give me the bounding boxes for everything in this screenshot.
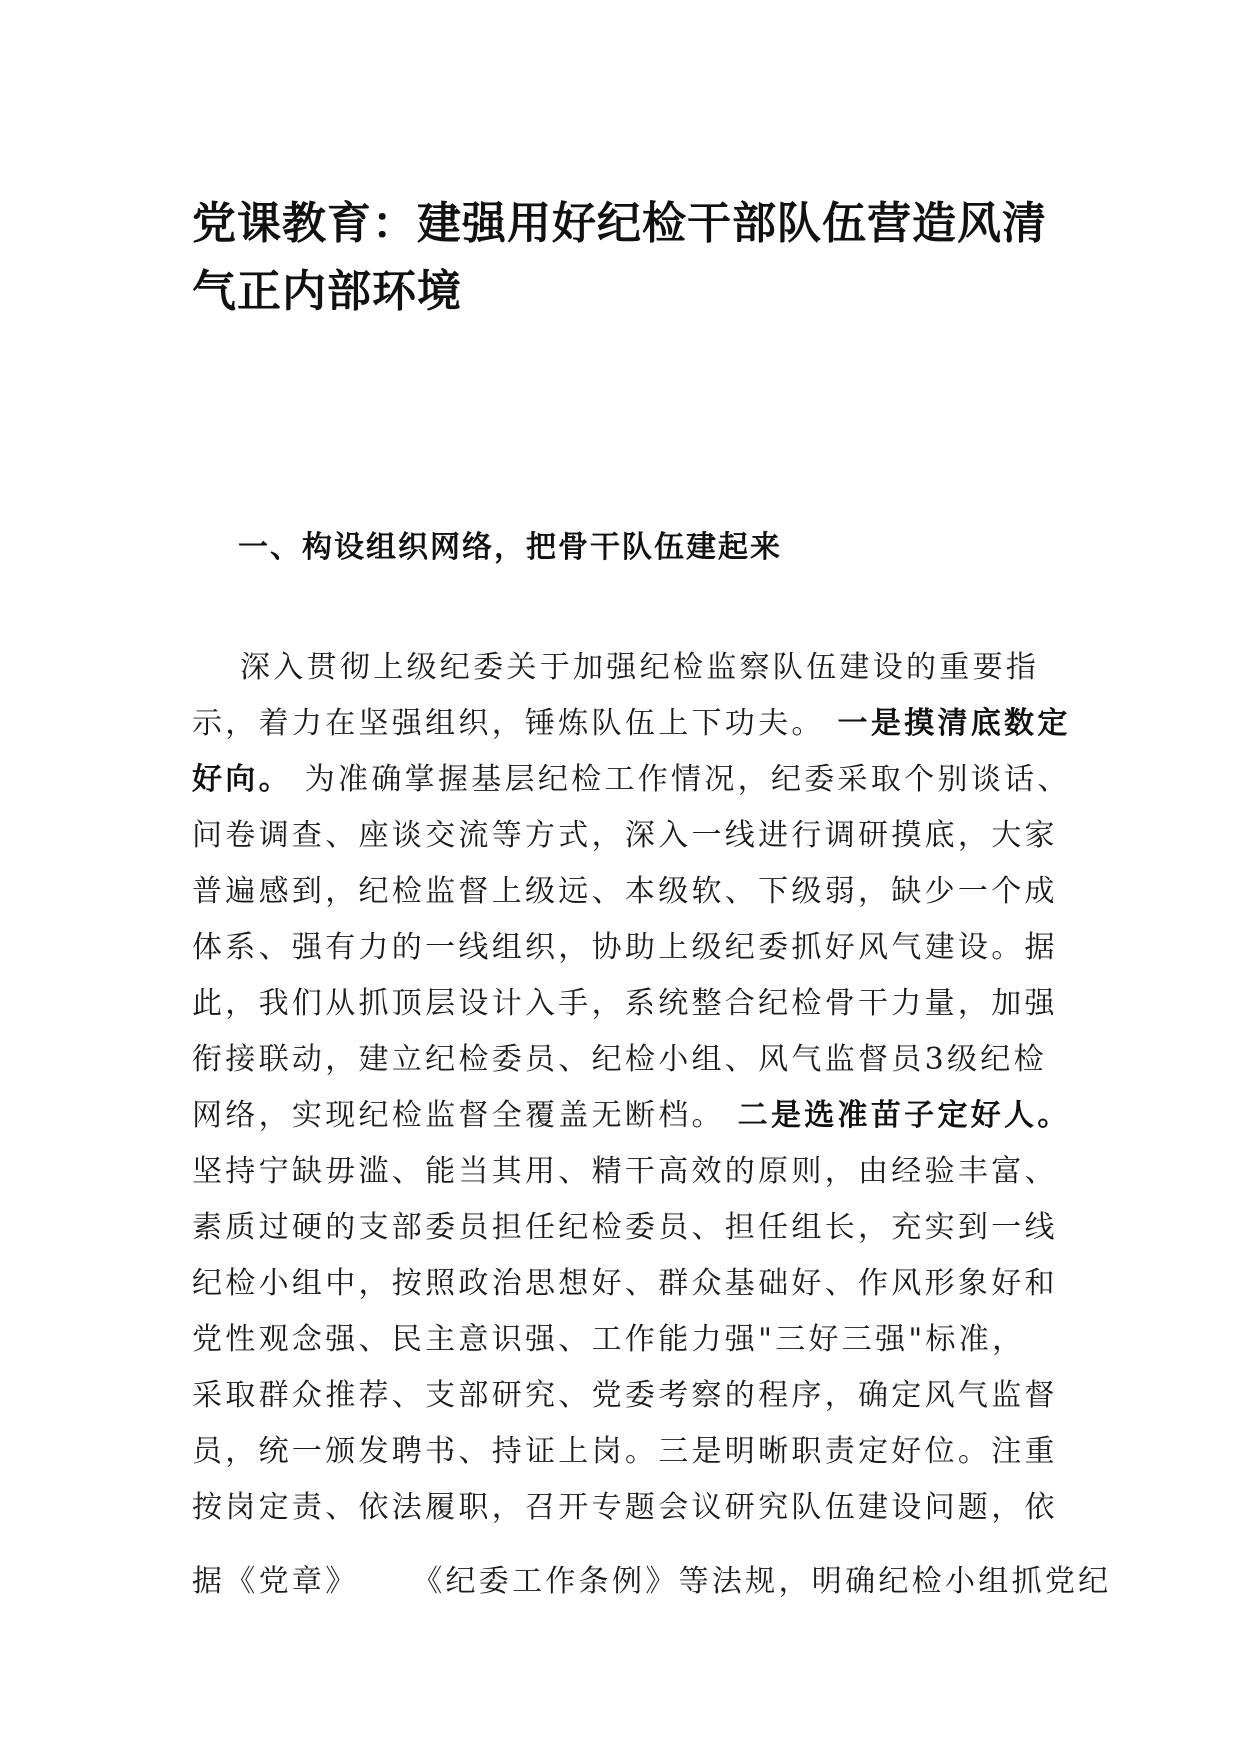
body-line: 好向。 为准确掌握基层纪检工作情况，纪委采取个别谈话、: [192, 762, 1071, 797]
section-heading: 一、构设组织网络，把骨干队伍建起来: [238, 530, 782, 565]
body-line: 普遍感到，纪检监督上级远、本级软、下级弱，缺少一个成: [192, 874, 1058, 909]
title-line-1: 党课教育：建强用好纪检干部队伍营造风清: [192, 198, 1047, 249]
bold-point-2: 二是选准苗子定好人。: [737, 1098, 1071, 1133]
body-line: 纪检小组中，按照政治思想好、群众基础好、作风形象好和: [192, 1266, 1058, 1301]
body-line: 网络，实现纪检监督全覆盖无断档。 二是选准苗子定好人。: [192, 1098, 1071, 1133]
body-line: 党性观念强、民主意识强、工作能力强"三好三强"标准，: [192, 1322, 1026, 1357]
body-line: 衔接联动，建立纪检委员、纪检小组、风气监督员3级纪检: [192, 1042, 1047, 1077]
body-line: 采取群众推荐、支部研究、党委考察的程序，确定风气监督: [192, 1378, 1058, 1413]
body-line: 问卷调查、座谈交流等方式，深入一线进行调研摸底，大家: [192, 818, 1058, 853]
body-line: 坚持宁缺毋滥、能当其用、精干高效的原则，由经验丰富、: [192, 1154, 1058, 1189]
body-line: 深入贯彻上级纪委关于加强纪检监察队伍建设的重要指: [240, 650, 1040, 685]
body-line: 此，我们从抓顶层设计入手，系统整合纪检骨干力量，加强: [192, 986, 1058, 1021]
body-line: 素质过硬的支部委员担任纪检委员、担任组长，充实到一线: [192, 1210, 1058, 1245]
document-title: [192, 190, 1072, 326]
body-line: 体系、强有力的一线组织，协助上级纪委抓好风气建设。据: [192, 930, 1058, 965]
body-line: 按岗定责、依法履职，召开专题会议研究队伍建设问题，依: [192, 1490, 1058, 1525]
body-line: 示，着力在坚强组织，锤炼队伍上下功夫。 一是摸清底数定: [192, 706, 1071, 741]
body-line: 据《党章》 《纪委工作条例》等法规，明确纪检小组抓党纪: [192, 1564, 1112, 1599]
bold-point-1-end: 好向。: [192, 762, 292, 797]
body-line: 员，统一颁发聘书、持证上岗。三是明晰职责定好位。注重: [192, 1434, 1058, 1469]
body-text: [192, 640, 1112, 1610]
title-line-2: 气正内部环境: [192, 266, 462, 317]
bold-point-1: 一是摸清底数定: [837, 706, 1071, 741]
